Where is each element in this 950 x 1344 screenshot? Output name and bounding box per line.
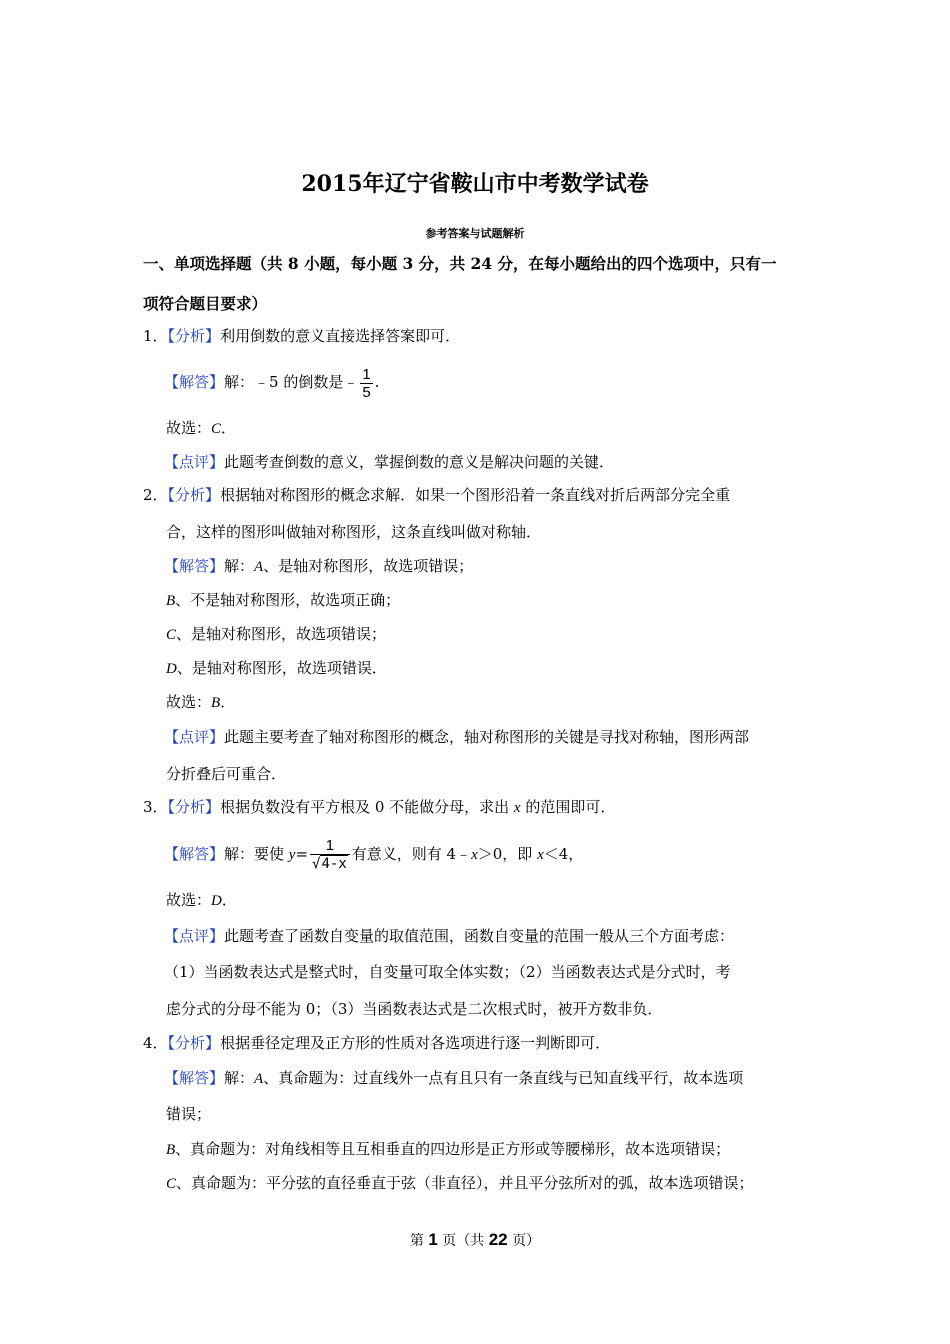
page-title: 2015年辽宁省鞍山市中考数学试卷: [301, 171, 649, 197]
q4-option-a-text: 、真命题为：过直线外一点有且只有一条直线与已知直线平行，故本选项: [263, 1069, 744, 1087]
q1-analysis-tag: 【分析】: [167, 327, 221, 345]
q2-choice-end: ．: [220, 693, 236, 711]
q3-comment-text: 此题考查了函数自变量的取值范围，函数自变量的范围一般从三个方面考虑：: [224, 927, 735, 945]
q4-option-a-line2: 错误；: [166, 1105, 212, 1123]
footer-mid: 页（共: [437, 1233, 489, 1249]
q3-analysis-tag: 【分析】: [167, 798, 221, 816]
q3-answer: [164, 836, 583, 873]
q4-answer-prefix: 解：: [224, 1069, 255, 1087]
q4-option-b-letter: B: [166, 1142, 176, 1158]
footer-prefix: 第: [409, 1233, 429, 1249]
q2-choice-letter: B: [211, 695, 221, 711]
q2-choice: [166, 692, 235, 713]
q1-number: 1．: [143, 327, 168, 345]
q2-analysis-text: 根据轴对称图形的概念求解．如果一个图形沿着一条直线对折后两部分完全重: [220, 486, 731, 504]
q4-option-c: [166, 1173, 754, 1194]
q1-fraction-denominator: 5: [362, 383, 371, 401]
q2-number: 2．: [143, 486, 168, 504]
q2-comment: [164, 727, 749, 747]
q1-fraction: [360, 366, 372, 401]
q3-answer-prefix: 解：要使: [224, 845, 289, 863]
q4-option-c-text: 、真命题为：平分弦的直径垂直于弦（非直径），并且平分弦所对的弧，故本选项错误；: [176, 1174, 754, 1192]
q1-choice-end: ．: [221, 419, 237, 437]
footer-suffix: 页）: [507, 1233, 541, 1249]
section-heading-line1: 一、单项选择题（共 8 小题，每小题 3 分，共 24 分，在每小题给出的四个选项中，只有一: [143, 254, 777, 273]
q2-option-d-text: 、是轴对称图形，故选项错误．: [176, 659, 387, 677]
q3-fraction-denominator: [310, 854, 350, 873]
q4-analysis-text: 根据垂径定理及正方形的性质对各选项进行逐一判断即可．: [220, 1034, 611, 1052]
q2-option-b-text: 、不是轴对称图形，故选项正确；: [175, 591, 401, 609]
q3-choice-end: ．: [221, 891, 237, 909]
q1-analysis: [143, 326, 460, 346]
footer-total-pages: 22: [488, 1230, 508, 1249]
q4-option-b-text: 、真命题为：对角线相等且互相垂直的四边形是正方形或等腰梯形，故本选项错误；: [175, 1140, 731, 1158]
q4-answer-tag: 【解答】: [164, 1069, 225, 1087]
q4-option-a-letter: A: [254, 1071, 264, 1087]
q2-analysis: [143, 485, 730, 505]
q3-choice-label: 故选：: [166, 891, 212, 909]
radical-sign-icon: √4-x: [312, 856, 347, 872]
q2-option-c-text: 、是轴对称图形，故选项错误；: [176, 625, 387, 643]
q2-answer-prefix: 解：: [224, 557, 255, 575]
q2-option-c-letter: C: [166, 627, 177, 643]
q1-comment-text: 此题考查倒数的意义，掌握倒数的意义是解决问题的关键．: [224, 453, 615, 471]
q1-comment: [164, 452, 614, 472]
q3-comment: [164, 926, 734, 946]
q2-option-d: [166, 658, 387, 679]
q2-option-b-letter: B: [166, 593, 176, 609]
q1-answer-end: .: [374, 373, 380, 391]
q3-choice: [166, 890, 237, 911]
q2-answer: [164, 556, 473, 577]
q3-analysis: [143, 797, 615, 818]
q2-option-d-letter: D: [166, 661, 177, 677]
q3-fraction: [310, 837, 350, 873]
page-footer: [0, 1230, 950, 1251]
q3-comment-tag: 【点评】: [164, 927, 225, 945]
q3-choice-letter: D: [211, 893, 222, 909]
q2-option-c: [166, 624, 386, 645]
q1-fraction-numerator: 1: [362, 365, 371, 383]
q3-comment-line3: 虑分式的分母不能为 0；（3）当函数表达式是二次根式时，被开方数非负．: [166, 1000, 663, 1018]
q1-answer-text: 解：﹣5 的倒数是﹣: [224, 373, 359, 391]
q3-answer-x1: x: [471, 847, 478, 863]
q1-choice: [166, 418, 236, 439]
q3-number: 3．: [143, 798, 168, 816]
q4-answer: [164, 1068, 743, 1089]
section-heading-line2: 项符合题目要求）: [143, 294, 268, 313]
q3-answer-mid2: ＞0，即: [477, 845, 538, 863]
q3-answer-equals: =: [295, 845, 309, 863]
q4-analysis: [143, 1033, 610, 1053]
q2-comment-text: 此题主要考查了轴对称图形的概念，轴对称图形的关键是寻找对称轴，图形两部: [224, 728, 750, 746]
q2-comment-tag: 【点评】: [164, 728, 225, 746]
q3-answer-x2: x: [537, 847, 544, 863]
q4-option-c-letter: C: [166, 1176, 177, 1192]
q3-answer-y: y: [288, 847, 296, 863]
q1-analysis-text: 利用倒数的意义直接选择答案即可．: [220, 327, 461, 345]
q2-answer-tag: 【解答】: [164, 557, 225, 575]
q3-fraction-numerator: 1: [325, 837, 335, 854]
q3-analysis-end: 的范围即可．: [520, 798, 616, 816]
q3-comment-line2: （1）当函数表达式是整式时，自变量可取全体实数；（2）当函数表达式是分式时，考: [164, 963, 731, 981]
q1-choice-label: 故选：: [166, 419, 212, 437]
q3-answer-mid: 有意义，则有 4﹣: [351, 845, 472, 863]
q3-radicand: 4-x: [321, 856, 347, 872]
q2-option-a-text: 、是轴对称图形，故选项错误；: [263, 557, 474, 575]
q2-option-a-letter: A: [254, 559, 264, 575]
page-subtitle: 参考答案与试题解析: [425, 227, 525, 240]
q1-comment-tag: 【点评】: [164, 453, 225, 471]
q3-answer-end: ＜4，: [543, 845, 584, 863]
q2-choice-label: 故选：: [166, 693, 212, 711]
q3-analysis-text: 根据负数没有平方根及 0 不能做分母，求出: [220, 798, 514, 816]
q1-answer-tag: 【解答】: [164, 373, 225, 391]
q3-analysis-var: x: [513, 800, 521, 816]
q1-choice-letter: C: [211, 421, 222, 437]
q4-number: 4．: [143, 1034, 168, 1052]
q4-analysis-tag: 【分析】: [167, 1034, 221, 1052]
q4-option-b: [166, 1139, 730, 1160]
q2-analysis-line2: 合，这样的图形叫做轴对称图形，这条直线叫做对称轴．: [166, 523, 542, 541]
q3-answer-tag: 【解答】: [164, 845, 225, 863]
footer-page-number: 1: [428, 1230, 438, 1249]
q1-answer: [164, 364, 379, 401]
q2-analysis-tag: 【分析】: [167, 486, 221, 504]
q2-comment-line2: 分折叠后可重合．: [166, 765, 287, 783]
q2-option-b: [166, 590, 400, 611]
